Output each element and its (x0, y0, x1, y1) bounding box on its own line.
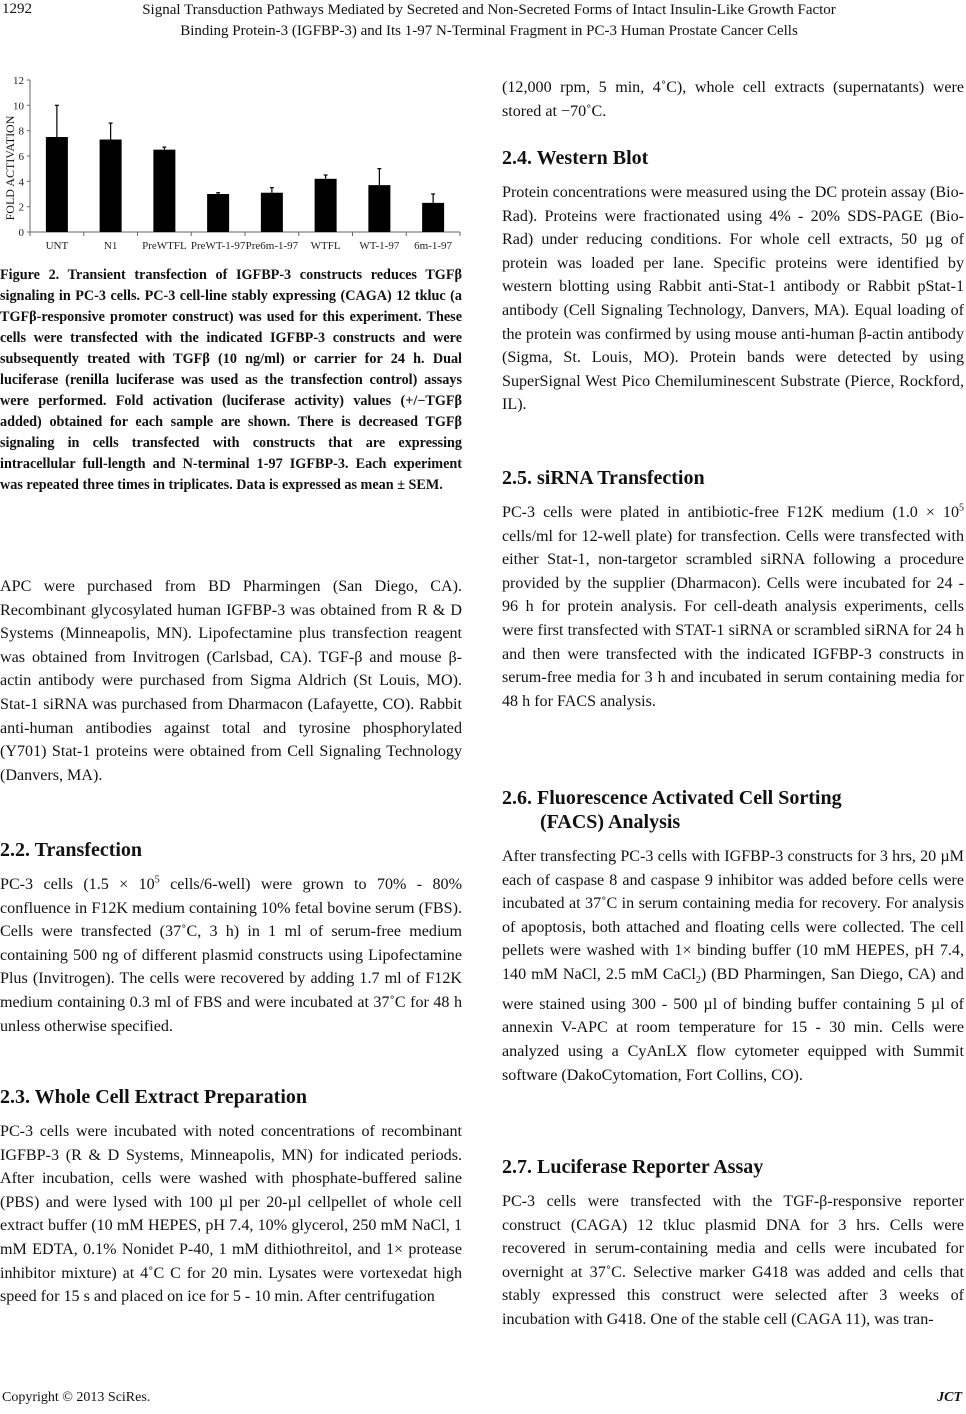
y-tick-label: 2 (18, 201, 24, 214)
bar (46, 137, 68, 232)
superscript: 5 (154, 874, 160, 886)
x-tick-label: N1 (103, 240, 118, 252)
section-heading-2-4: 2.4. Western Blot (502, 147, 649, 169)
x-tick-label: Pre6m-1-97 (245, 240, 299, 252)
x-tick-label: WT-1-97 (359, 240, 400, 252)
section-2-3 (0, 1085, 462, 1309)
materials-section (0, 575, 462, 787)
text-span: PC-3 cells were plated in antibiotic-free F12K medium (1.0 × 10 (502, 504, 959, 521)
materials-paragraph: APC were purchased from BD Pharmingen (San Diego, CA). Recombinant glycosylated human IGFBP-3 was obtained from R & D Systems (Minneapolis, MN). Lipofectamine plus transfection reagent was obtained from Invitrogen (Carlsbad, CA). TGF-β and mouse β-actin antibody were purchased from Sigma Aldrich (St Louis, MO). Stat-1 siRNA was purchased from Dharmacon (Lafayette, CO). Rabbit anti-human antibodies against total and tyrosine phosphorylated (Y701) Stat-1 proteins were obtained from Cell Signaling Technology (Danvers, MA). (0, 578, 462, 784)
y-tick-label: 10 (13, 100, 24, 113)
section-2-4-paragraph: Protein concentrations were measured using the DC protein assay (Bio-Rad). Proteins were fractionated using 4% - 20% SDS-PAGE (Bio-Rad) under reducing conditions. For whole cell extracts, 50 µg of protein was loaded per lane. Specific proteins were identified by western blotting using Rabbit anti-Stat-1 antibody or Rabbit pStat-1 antibody (Cell Signaling Technology, Danvers, MA). Equal loading of the protein was confirmed by using mouse anti-human β-actin antibody (Sigma, St. Louis, MO). Protein bands were detected by using SuperSignal West Pico Chemiluminescent Substrate (Pierce, Rockford, IL). (502, 184, 964, 414)
superscript: 5 (959, 502, 964, 514)
y-tick-label: 12 (13, 75, 24, 87)
x-tick-label: 6m-1-97 (414, 240, 453, 252)
section-2-3-paragraph: PC-3 cells were incubated with noted concentrations of recombinant IGFBP-3 (R & D Systems, Minneapolis, MN) for indicated periods. After incubation, cells were washed with phosphate-buffered saline (PBS) and were lysed with 100 µl per 20-µl cellpellet of whole cell extract buffer (10 mM HEPES, pH 7.4, 10% glycerol, 250 mM NaCl, 1 mM EDTA, 0.1% Nonidet P-40, 1 mM dithiothreitol, and 1× protease inhibitor mixture) at 4˚C C for 20 min. Lysates were vortexedat high speed for 15 s and placed on ice for 5 - 10 min. After centrifugation (0, 1123, 462, 1306)
y-axis-label: FOLD ACTIVATION (3, 115, 17, 221)
x-tick-label: PreWT-1-97 (190, 240, 246, 252)
bar (368, 185, 390, 232)
section-2-6-paragraph (502, 845, 964, 1087)
y-tick-label: 0 (18, 227, 24, 239)
y-tick-label: 6 (18, 151, 24, 163)
section-2-5-paragraph (502, 501, 964, 713)
section-heading-2-3: 2.3. Whole Cell Extract Preparation (0, 1086, 307, 1108)
section-heading-2-5: 2.5. siRNA Transfection (502, 467, 705, 489)
section-2-6 (502, 786, 964, 1087)
section-heading-2-7: 2.7. Luciferase Reporter Assay (502, 1156, 764, 1178)
section-2-5 (502, 466, 964, 713)
text-span: After transfecting PC-3 cells with IGFBP-3 constructs for 3 hrs, 20 µM each of caspase 8 and caspase 9 inhibitor was added before cells were incubated at 37˚C in serum containing media for recovery. For analysis of apoptosis, both attached and floating cells were collected. The cell pellets were washed with 1× binding buffer (10 mM HEPES, pH 7.4, 140 mM NaCl, 2.5 mM CaCl (502, 848, 964, 983)
continued-paragraph: (12,000 rpm, 5 min, 4˚C), whole cell extracts (supernatants) were stored at −70˚C. (502, 79, 964, 120)
text-span: ) (BD Pharmingen, San Diego, CA) and were stained using 300 - 500 µl of binding buffer containing 5 µl of annexin V-APC at room temperature for 15 - 30 min. Cells were analyzed using a CyAnLX flow cytometer equipped with Summit software (DakoCytomation, Fort Collins, CO). (502, 965, 964, 1084)
x-tick-label: WTFL (310, 240, 341, 252)
bar (315, 179, 337, 232)
section-2-4 (502, 146, 964, 417)
section-2-2-paragraph (0, 873, 462, 1038)
heading-line: (FACS) Analysis (540, 811, 681, 833)
text-span: cells/ml for 12-well plate) for transfection. Cells were transfected with either Stat-1, non-targetor scrambled siRNA following a procedure provided by the supplier (Dharmacon). Cells were incubated for 24 - 96 h for protein analysis. For cell-death analysis experiments, cells were first transfected with STAT-1 siRNA or scrambled siRNA for 24 h and then were transfected with the indicated IGFBP-3 constructs in serum-free media for 3 h and incubated in serum containing media for 48 h for FACS analysis. (502, 527, 964, 710)
y-tick-label: 8 (18, 125, 24, 138)
section-2-2 (0, 838, 462, 1038)
text-span: PC-3 cells (1.5 × 10 (0, 876, 155, 893)
journal-abbrev: JCT (937, 1390, 962, 1405)
y-tick-label: 4 (18, 176, 24, 189)
x-tick-label: PreWTFL (142, 240, 187, 252)
section-heading-2-6 (502, 786, 964, 834)
section-2-7-paragraph: PC-3 cells were transfected with the TGF-β-responsive reporter construct (CAGA) 12 tkluc plasmid DNA for 3 hrs. Cells were recovered in serum-containing media and cells were incubated for overnight at 37˚C. Selective marker G418 was added and cells that stably expressed this construct were selected after 3 weeks of incubation with G418. One of the stable cell (CAGA 11), was tran- (502, 1193, 964, 1328)
section-2-7 (502, 1155, 964, 1332)
bar (261, 193, 283, 232)
bar-chart-svg (0, 68, 470, 258)
bar (153, 150, 175, 232)
figure-2-chart (0, 68, 470, 258)
running-header (0, 0, 966, 44)
heading-line: 2.6. Fluorescence Activated Cell Sorting (502, 787, 842, 809)
running-title-line2: Binding Protein-3 (IGFBP-3) and Its 1-97 N-Terminal Fragment in PC-3 Human Prostate Cancer Cells (180, 23, 798, 39)
bar (422, 203, 444, 232)
section-2-3-continued (502, 76, 964, 123)
page-number: 1292 (2, 1, 32, 17)
copyright-notice: Copyright © 2013 SciRes. (2, 1390, 151, 1405)
figure-caption: Figure 2. Transient transfection of IGFBP-3 constructs reduces TGFβ signaling in PC-3 cells. PC-3 cell-line stably expressing (CAGA) 12 tkluc (a TGFβ-responsive promoter construct) was used for this experiment. These cells were transfected with the indicated IGFBP-3 constructs and were subsequently treated with TGFβ (10 ng/ml) or carrier for 24 h. Dual luciferase (renilla luciferase was used as the transfection control) assays were performed. Fold activation (luciferase activity) values (+/−TGFβ added) obtained for each sample are shown. There is decreased TGFβ signaling in cells transfected with constructs that are expressing intracellular full-length and N-terminal 1-97 IGFBP-3. Each experiment was repeated three times in triplicates. Data is expressed as mean ± SEM. (0, 267, 462, 493)
x-tick-label: UNT (45, 240, 69, 252)
running-title-line1: Signal Transduction Pathways Mediated by Secreted and Non-Secreted Forms of Intact Insulin-Like Growth Factor (142, 2, 836, 18)
bar (100, 140, 122, 232)
running-title (36, 0, 942, 42)
text-span: cells/6-well) were grown to 70% - 80% confluence in F12K medium containing 10% fetal bovine serum (FBS). Cells were transfected (37˚C, 3 h) in 1 ml of serum-free medium containing 500 ng of different plasmid constructs using Lipofectamine Plus (Invitrogen). The cells were recovered by adding 1.7 ml of F12K medium containing 0.3 ml of FBS and were incubated at 37˚C for 48 h unless otherwise specified. (0, 876, 463, 1035)
subscript: 2 (695, 975, 701, 987)
page-footer (0, 1390, 966, 1410)
bar (207, 194, 229, 232)
section-heading-2-2: 2.2. Transfection (0, 839, 143, 861)
